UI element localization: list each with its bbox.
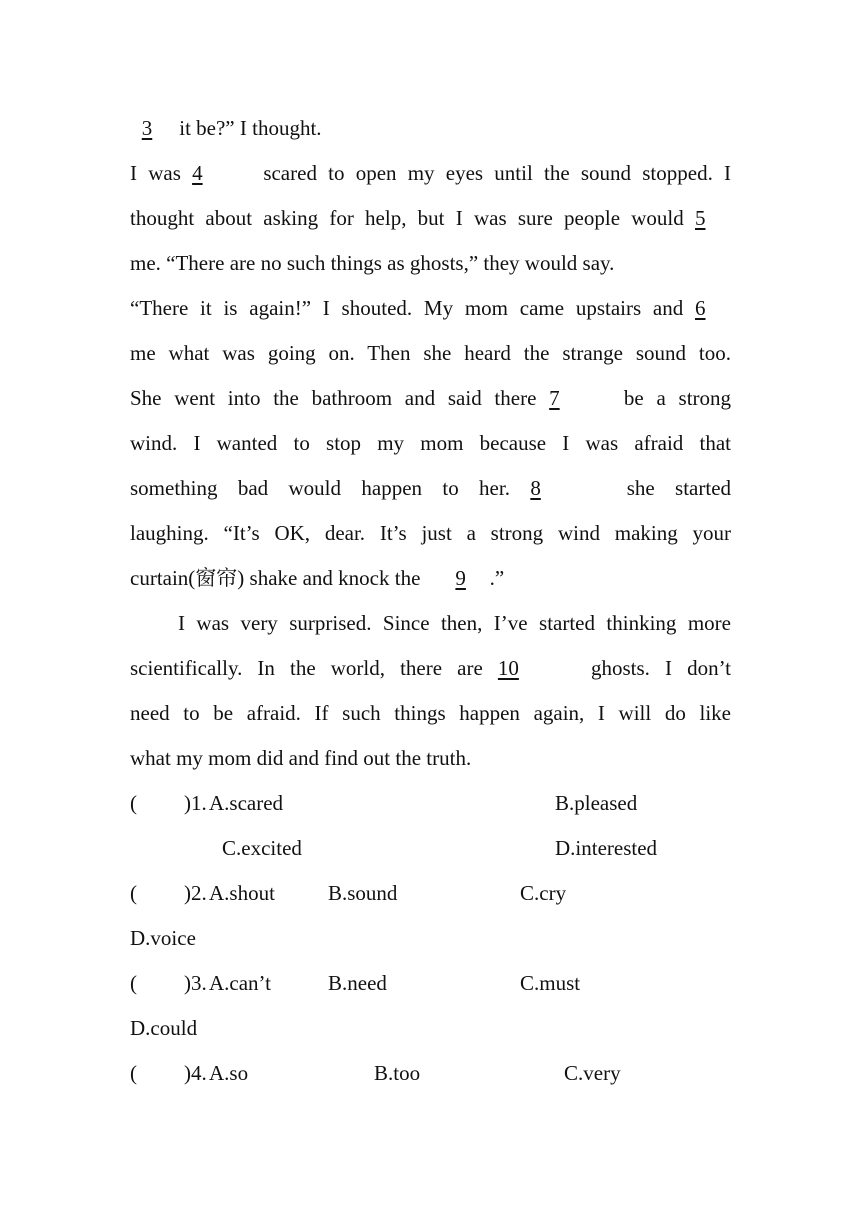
passage-line-15 [130,745,731,771]
passage-text: me what was going on. Then she heard the strange sound too. [130,341,731,365]
passage-text: scared to open my eyes until the sound stopped. I [263,161,732,185]
passage-text: be a strong [623,386,732,410]
passage-text: wind. I wanted to stop my mom because I was afraid that [130,431,731,455]
passage-text: me. “There are no such things as ghosts,” they would say. [130,251,615,275]
question-number: )1. [184,791,207,815]
question-number: )4. [184,1061,207,1085]
option-b: B.need [328,971,387,995]
passage-text: something bad would happen to her. [130,476,510,500]
passage-line-11 [130,565,731,591]
passage-line-3 [130,205,731,231]
passage-text: I was [130,161,181,185]
option-c: C.very [564,1061,621,1085]
passage-line-12 [178,610,731,636]
passage-line-8 [130,430,731,456]
passage-text: I was very surprised. Since then, I’ve started thinking more [178,611,731,635]
option-d: D.could [130,1016,198,1040]
passage-line-9 [130,475,731,501]
option-b: B.pleased [555,791,638,815]
passage-text: .” [489,566,505,590]
passage-line-7 [130,385,731,411]
blank-9: 9 [455,566,466,590]
passage-line-1 [130,115,731,141]
option-a: A.so [209,1061,249,1085]
passage-text: laughing. “It’s OK, dear. It’s just a strong wind making your [130,521,731,545]
question-number: )2. [184,881,207,905]
blank-7: 7 [549,386,560,410]
passage-text: she started [626,476,732,500]
passage-line-14 [130,700,731,726]
passage-text: “There it is again!” I shouted. My mom came upstairs and [130,296,684,320]
option-c: C.cry [520,881,567,905]
option-b: B.too [374,1061,421,1085]
passage-text: it be?” I thought. [179,116,322,140]
passage-line-6 [130,340,731,366]
passage-text: what my mom did and find out the truth. [130,746,472,770]
answer-paren[interactable]: ( [130,971,137,995]
option-c: C.excited [222,836,302,860]
answer-paren[interactable]: ( [130,1061,137,1085]
blank-8: 8 [530,476,541,500]
option-d: D.voice [130,926,196,950]
answer-paren[interactable]: ( [130,881,137,905]
option-a: A.shout [209,881,275,905]
passage-text: curtain(窗帘) shake and knock the [130,566,421,590]
passage-text: ghosts. I don’t [590,656,732,680]
question-number: )3. [184,971,207,995]
passage-line-2 [130,160,731,186]
passage-line-4 [130,250,731,276]
passage-line-13 [130,655,731,681]
answer-paren[interactable]: ( [130,791,137,815]
option-a: A.scared [209,791,284,815]
option-a: A.can’t [209,971,272,995]
option-b: B.sound [328,881,398,905]
blank-4: 4 [192,161,203,185]
passage-text: scientifically. In the world, there are [130,656,483,680]
passage-text: She went into the bathroom and said there [130,386,537,410]
option-d: D.interested [555,836,658,860]
option-c: C.must [520,971,581,995]
passage-line-10 [130,520,731,546]
passage-text: need to be afraid. If such things happen again, I will do like [130,701,731,725]
passage-text: thought about asking for help, but I was sure people would [130,206,684,230]
blank-3: 3 [141,116,153,140]
blank-6: 6 [695,296,706,320]
passage-line-5 [130,295,731,321]
blank-5: 5 [695,206,706,230]
blank-10: 10 [497,656,519,680]
